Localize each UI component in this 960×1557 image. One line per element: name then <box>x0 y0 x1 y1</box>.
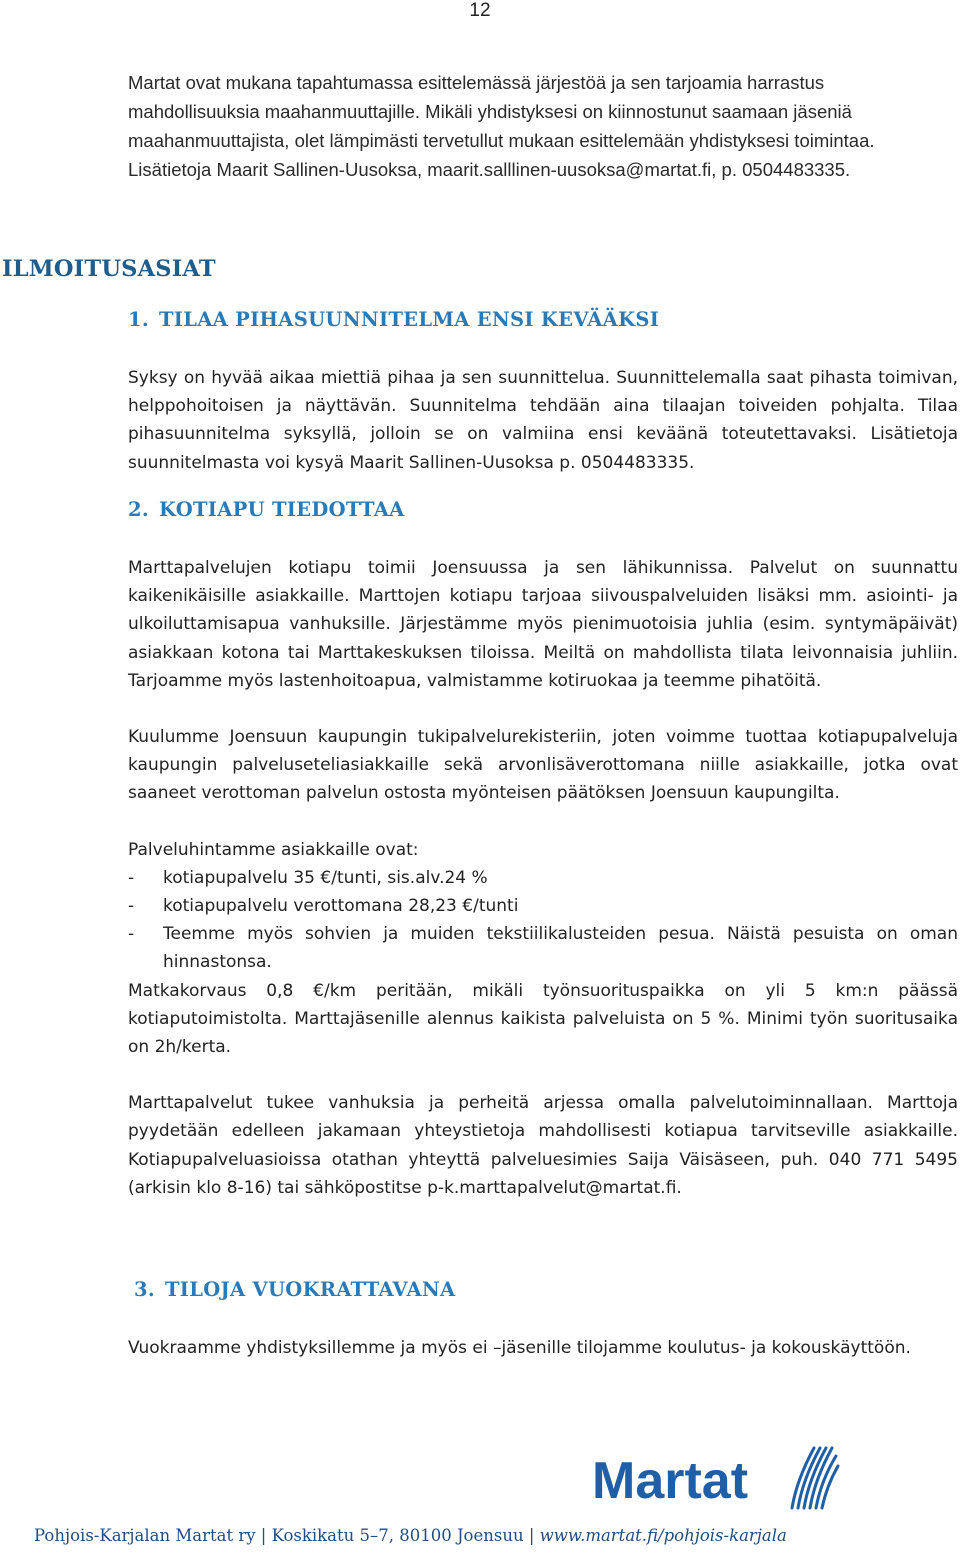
item-3-paragraph: Vuokraamme yhdistyksillemme ja myös ei –jäsenille tilojamme koulutus- ja kokouskäyttöön. <box>128 1338 911 1358</box>
price-list-item <box>128 892 958 920</box>
item-1-title: TILAA PIHASUUNNITELMA ENSI KEVÄÄKSI <box>158 308 660 331</box>
price-item-text: kotiapupalvelu verottomana 28,23 €/tunti <box>163 896 519 917</box>
item-3-title: TILOJA VUOKRATTAVANA <box>164 1278 456 1301</box>
item-2-heading <box>128 498 405 521</box>
item-1-paragraph: Syksy on hyvää aikaa miettiä pihaa ja sen suunnittelua. Suunnittelemalla saat pihasta toimivan, helppohoitoisen ja näyttävän. Suunnitelma tehdään aina tilaajan toiveiden pohjalta. Tilaa pihasuunnitelma syksyllä, jolloin se on valmiina ensi keväänä toteutettavaksi. Lisätietoja suunnitelmasta voi kysyä Maarit Sallinen-Uusoksa p. 0504483335. <box>128 368 958 473</box>
item-2-body <box>128 554 958 1202</box>
item-2-number: 2. <box>128 498 149 521</box>
item-2-paragraph-1: Marttapalvelujen kotiapu toimii Joensuussa ja sen lähikunnissa. Palvelut on suunnattu kaikenikäisille asiakkaille. Marttojen kotiapu tarjoaa siivouspalveluiden lisäksi mm. asiointi- ja ulkoiluttamisapua vanhuksille. Järjestämme myös pienimuotoisia juhlia (esim. syntymäpäivät) asiakkaan kotona tai Marttakeskuksen tiloissa. Meiltä on mahdollista tilata leivonnaisia juhliin. Tarjoamme myös lastenhoitoapua, valmistamme kotiruokaa ja teemme pihatöitä. <box>128 558 958 691</box>
section-heading: ILMOITUSASIAT <box>2 256 216 282</box>
item-3-number: 3. <box>134 1278 155 1301</box>
martat-logo-graphic <box>592 1440 842 1515</box>
list-dash: - <box>128 867 135 888</box>
item-3-body <box>128 1334 958 1362</box>
item-3-heading <box>134 1278 455 1301</box>
item-1-body <box>128 364 958 477</box>
price-item-text: Teemme myös sohvien ja muiden tekstiilikalusteiden pesua. Näistä pesuista on oman hinnastonsa. <box>163 924 958 973</box>
travel-cost-paragraph: Matkakorvaus 0,8 €/km peritään, mikäli työnsuorituspaikka on yli 5 km:n päässä kotiaputoimistolta. Marttajäsenille alennus kaikista palveluista on 5 %. Minimi työn suoritusaika on 2h/kerta. <box>128 980 958 1058</box>
price-item-text: kotiapupalvelu 35 €/tunti, sis.alv.24 % <box>163 867 488 888</box>
intro-paragraph-block <box>128 68 888 184</box>
price-list-item <box>128 920 958 976</box>
martat-logo <box>592 1440 842 1515</box>
page-number: 12 <box>469 0 491 21</box>
list-dash: - <box>128 896 135 917</box>
footer-url[interactable]: www.martat.fi/pohjois-karjala <box>539 1526 787 1545</box>
logo-wordmark: Martat <box>592 1452 749 1510</box>
item-1-number: 1. <box>128 308 149 331</box>
price-heading: Palveluhintamme asiakkaille ovat: <box>128 839 419 860</box>
price-list-item <box>128 864 958 892</box>
logo-stripes-icon <box>792 1448 838 1508</box>
list-dash: - <box>128 924 135 945</box>
footer-contact <box>34 1526 960 1545</box>
item-2-paragraph-2: Kuulumme Joensuun kaupungin tukipalvelurekisteriin, joten voimme tuottaa kotiapupalveluja kaupungin palveluseteliasiakkaille sekä arvonlisäverottomana niille asiakkaille, jotka ovat saaneet verottoman palvelun ostosta myönteisen päätöksen Joensuun kaupungilta. <box>128 727 958 804</box>
item-2-title: KOTIAPU TIEDOTTAA <box>158 498 405 521</box>
item-1-heading <box>128 308 659 331</box>
item-2-closing: Marttapalvelut tukee vanhuksia ja perheitä arjessa omalla palvelutoiminnallaan. Marttoja pyydetään edelleen jakamaan yhteystietoja mahdollisesti kotiapua tarvitseville asiakkaille. Kotiapupalveluasioissa otathan yhteyttä palveluesimies Saija Väisäseen, puh. 040 771 5495 (arkisin klo 8-16) tai sähköpostitse p-k.marttapalvelut@martat.fi. <box>128 1093 958 1198</box>
intro-paragraph: Martat ovat mukana tapahtumassa esittelemässä järjestöä ja sen tarjoamia harrastus mahdollisuuksia maahanmuuttajille. Mikäli yhdistyksesi on kiinnostunut saamaan jäseniä maahanmuuttajista, olet lämpimästi tervetullut mukaan esittelemään yhdistyksesi toimintaa. Lisätietoja Maarit Sallinen-Uusoksa, maarit.salllinen-uusoksa@martat.fi, p. 0504483335. <box>128 72 875 180</box>
footer-address: Pohjois-Karjalan Martat ry | Koskikatu 5–7, 80100 Joensuu | <box>34 1526 540 1545</box>
